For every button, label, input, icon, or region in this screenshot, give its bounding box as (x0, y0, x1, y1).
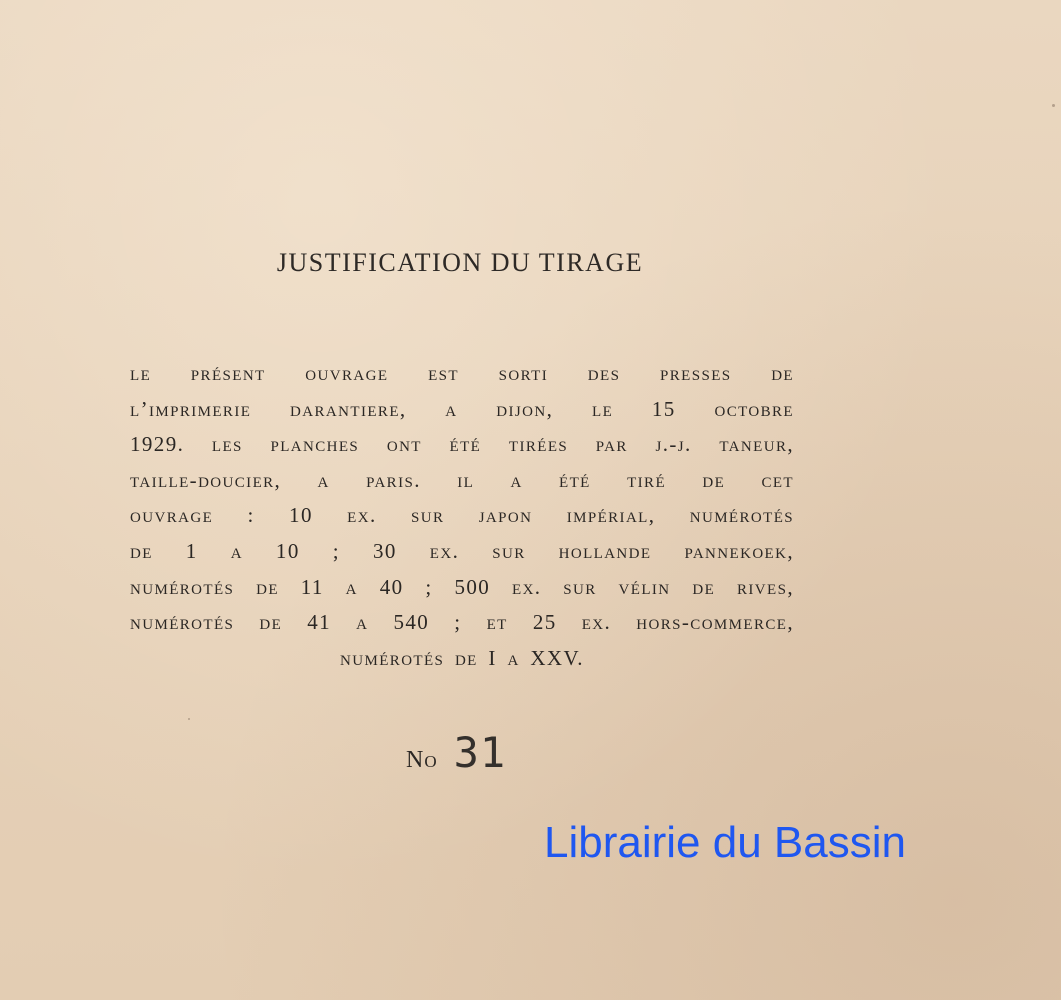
watermark-text: Librairie du Bassin (544, 818, 906, 867)
justification-line: l’imprimerie darantiere, a dijon, le 15 octobre (130, 396, 794, 421)
copy-number (406, 728, 506, 777)
page-title: JUSTIFICATION DU TIRAGE (276, 248, 644, 277)
justification-text (130, 356, 794, 676)
copy-number-value: 31 (453, 728, 507, 777)
paper-speck (1052, 104, 1055, 107)
justification-line: numérotés de 11 a 40 ; 500 ex. sur vélin de rives, (130, 574, 794, 599)
paper-speck (188, 718, 190, 720)
copy-number-label: No (406, 747, 438, 773)
justification-line: ouvrage : 10 ex. sur japon impérial, numérotés (130, 503, 794, 528)
justification-line: le présent ouvrage est sorti des presses de (130, 361, 794, 385)
justification-line: numérotés de I a XXV. (340, 645, 584, 670)
justification-line: 1929. les planches ont été tirées par j.-j. taneur, (130, 432, 794, 457)
justification-line: numérotés de 41 a 540 ; et 25 ex. hors-commerce, (130, 610, 794, 635)
justification-line: taille-doucier, a paris. il a été tiré de cet (130, 467, 794, 492)
justification-line: de 1 a 10 ; 30 ex. sur hollande pannekoek, (130, 538, 794, 563)
